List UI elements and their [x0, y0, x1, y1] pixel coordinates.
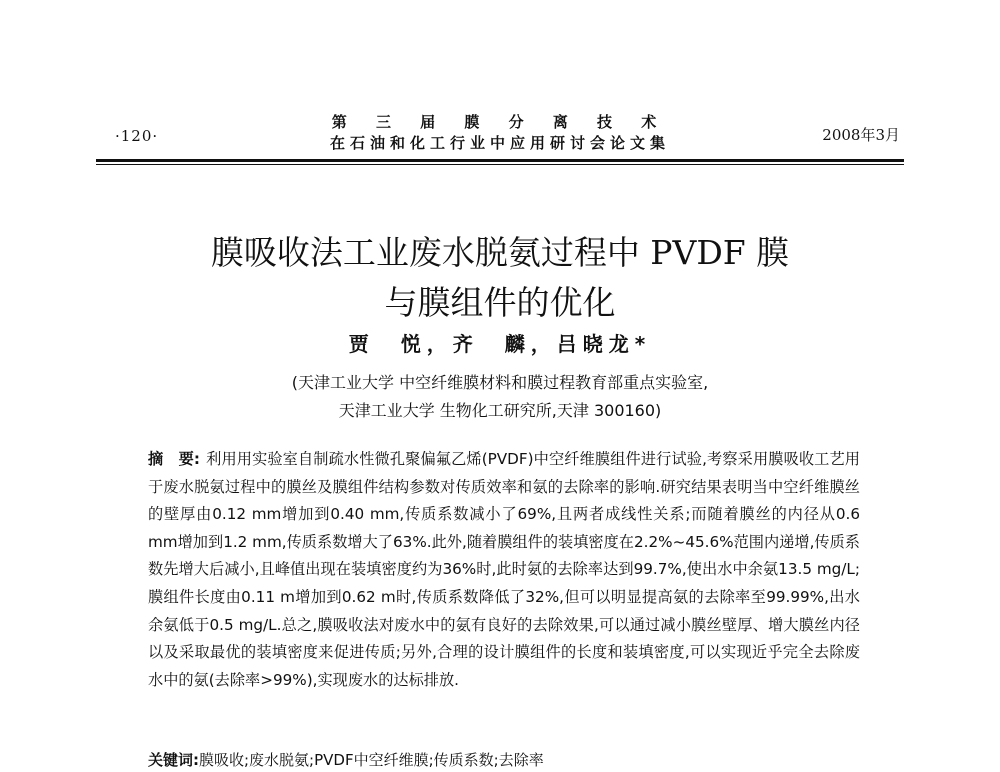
- abstract: [148, 446, 860, 694]
- header-rule-thin: [96, 164, 904, 165]
- keywords-text: 膜吸收;废水脱氨;PVDF中空纤维膜;传质系数;去除率: [199, 751, 544, 769]
- paper-title-line2: 与膜组件的优化: [384, 283, 616, 323]
- abstract-text: 利用用实验室自制疏水性微孔聚偏氟乙烯(PVDF)中空纤维膜组件进行试验,考察采用膜吸收工艺用于废水脱氨过程中的膜丝及膜组件结构参数对传质效率和氨的去除率的影响.研究结果表明当中空纤维膜丝的壁厚由0.12 mm增加到0.40 mm,传质系数减小了69%,且两者成线性关系;而随着膜丝的内径从0.6 mm增加到1.2 mm,传质系数增大了63%.此外,随着膜组件的装填密度在2.2%~45.6%范围内递增,传质系数先增大后减小,且峰值出现在装填密度约为36%时,此时氨的去除率达到99.7%,使出水中余氨13.5 mg/L;膜组件长度由0.11 m增加到0.62 m时,传质系数降低了32%,但可以明显提高氨的去除率至99.99%,出水余氨低于0.5 mg/L.总之,膜吸收法对废水中的氨有良好的去除效果,可以通过减小膜丝壁厚、增大膜丝内径以及采取最优的装填密度来促进传质;另外,合理的设计膜组件的长度和装填密度,可以实现近乎完全去除废水中的氨(去除率>99%),实现废水的达标排放.: [148, 450, 860, 689]
- paper-title-line1: 膜吸收法工业废水脱氨过程中 PVDF 膜: [210, 233, 790, 273]
- conference-title: [320, 112, 680, 154]
- conference-title-line1: 第 三 届 膜 分 离 技 术: [331, 113, 669, 131]
- abstract-label: 摘 要:: [148, 450, 201, 468]
- keywords-label: 关键词:: [148, 751, 199, 769]
- header-rule-thick: [96, 159, 904, 162]
- conference-title-line2: 在石油和化工行业中应用研讨会论文集: [329, 134, 670, 152]
- running-header: [0, 0, 1000, 170]
- page-number: ·120·: [115, 127, 159, 145]
- affiliation-line1: (天津工业大学 中空纤维膜材料和膜过程教育部重点实验室,: [291, 373, 709, 392]
- publication-date: 2008年3月: [822, 126, 900, 144]
- keywords: [148, 748, 860, 772]
- paper-title: [100, 228, 900, 328]
- affiliation: [100, 369, 900, 425]
- author-list: 贾 悦，齐 麟，吕晓龙*: [348, 332, 652, 356]
- affiliation-line2: 天津工业大学 生物化工研究所,天津 300160): [338, 401, 662, 420]
